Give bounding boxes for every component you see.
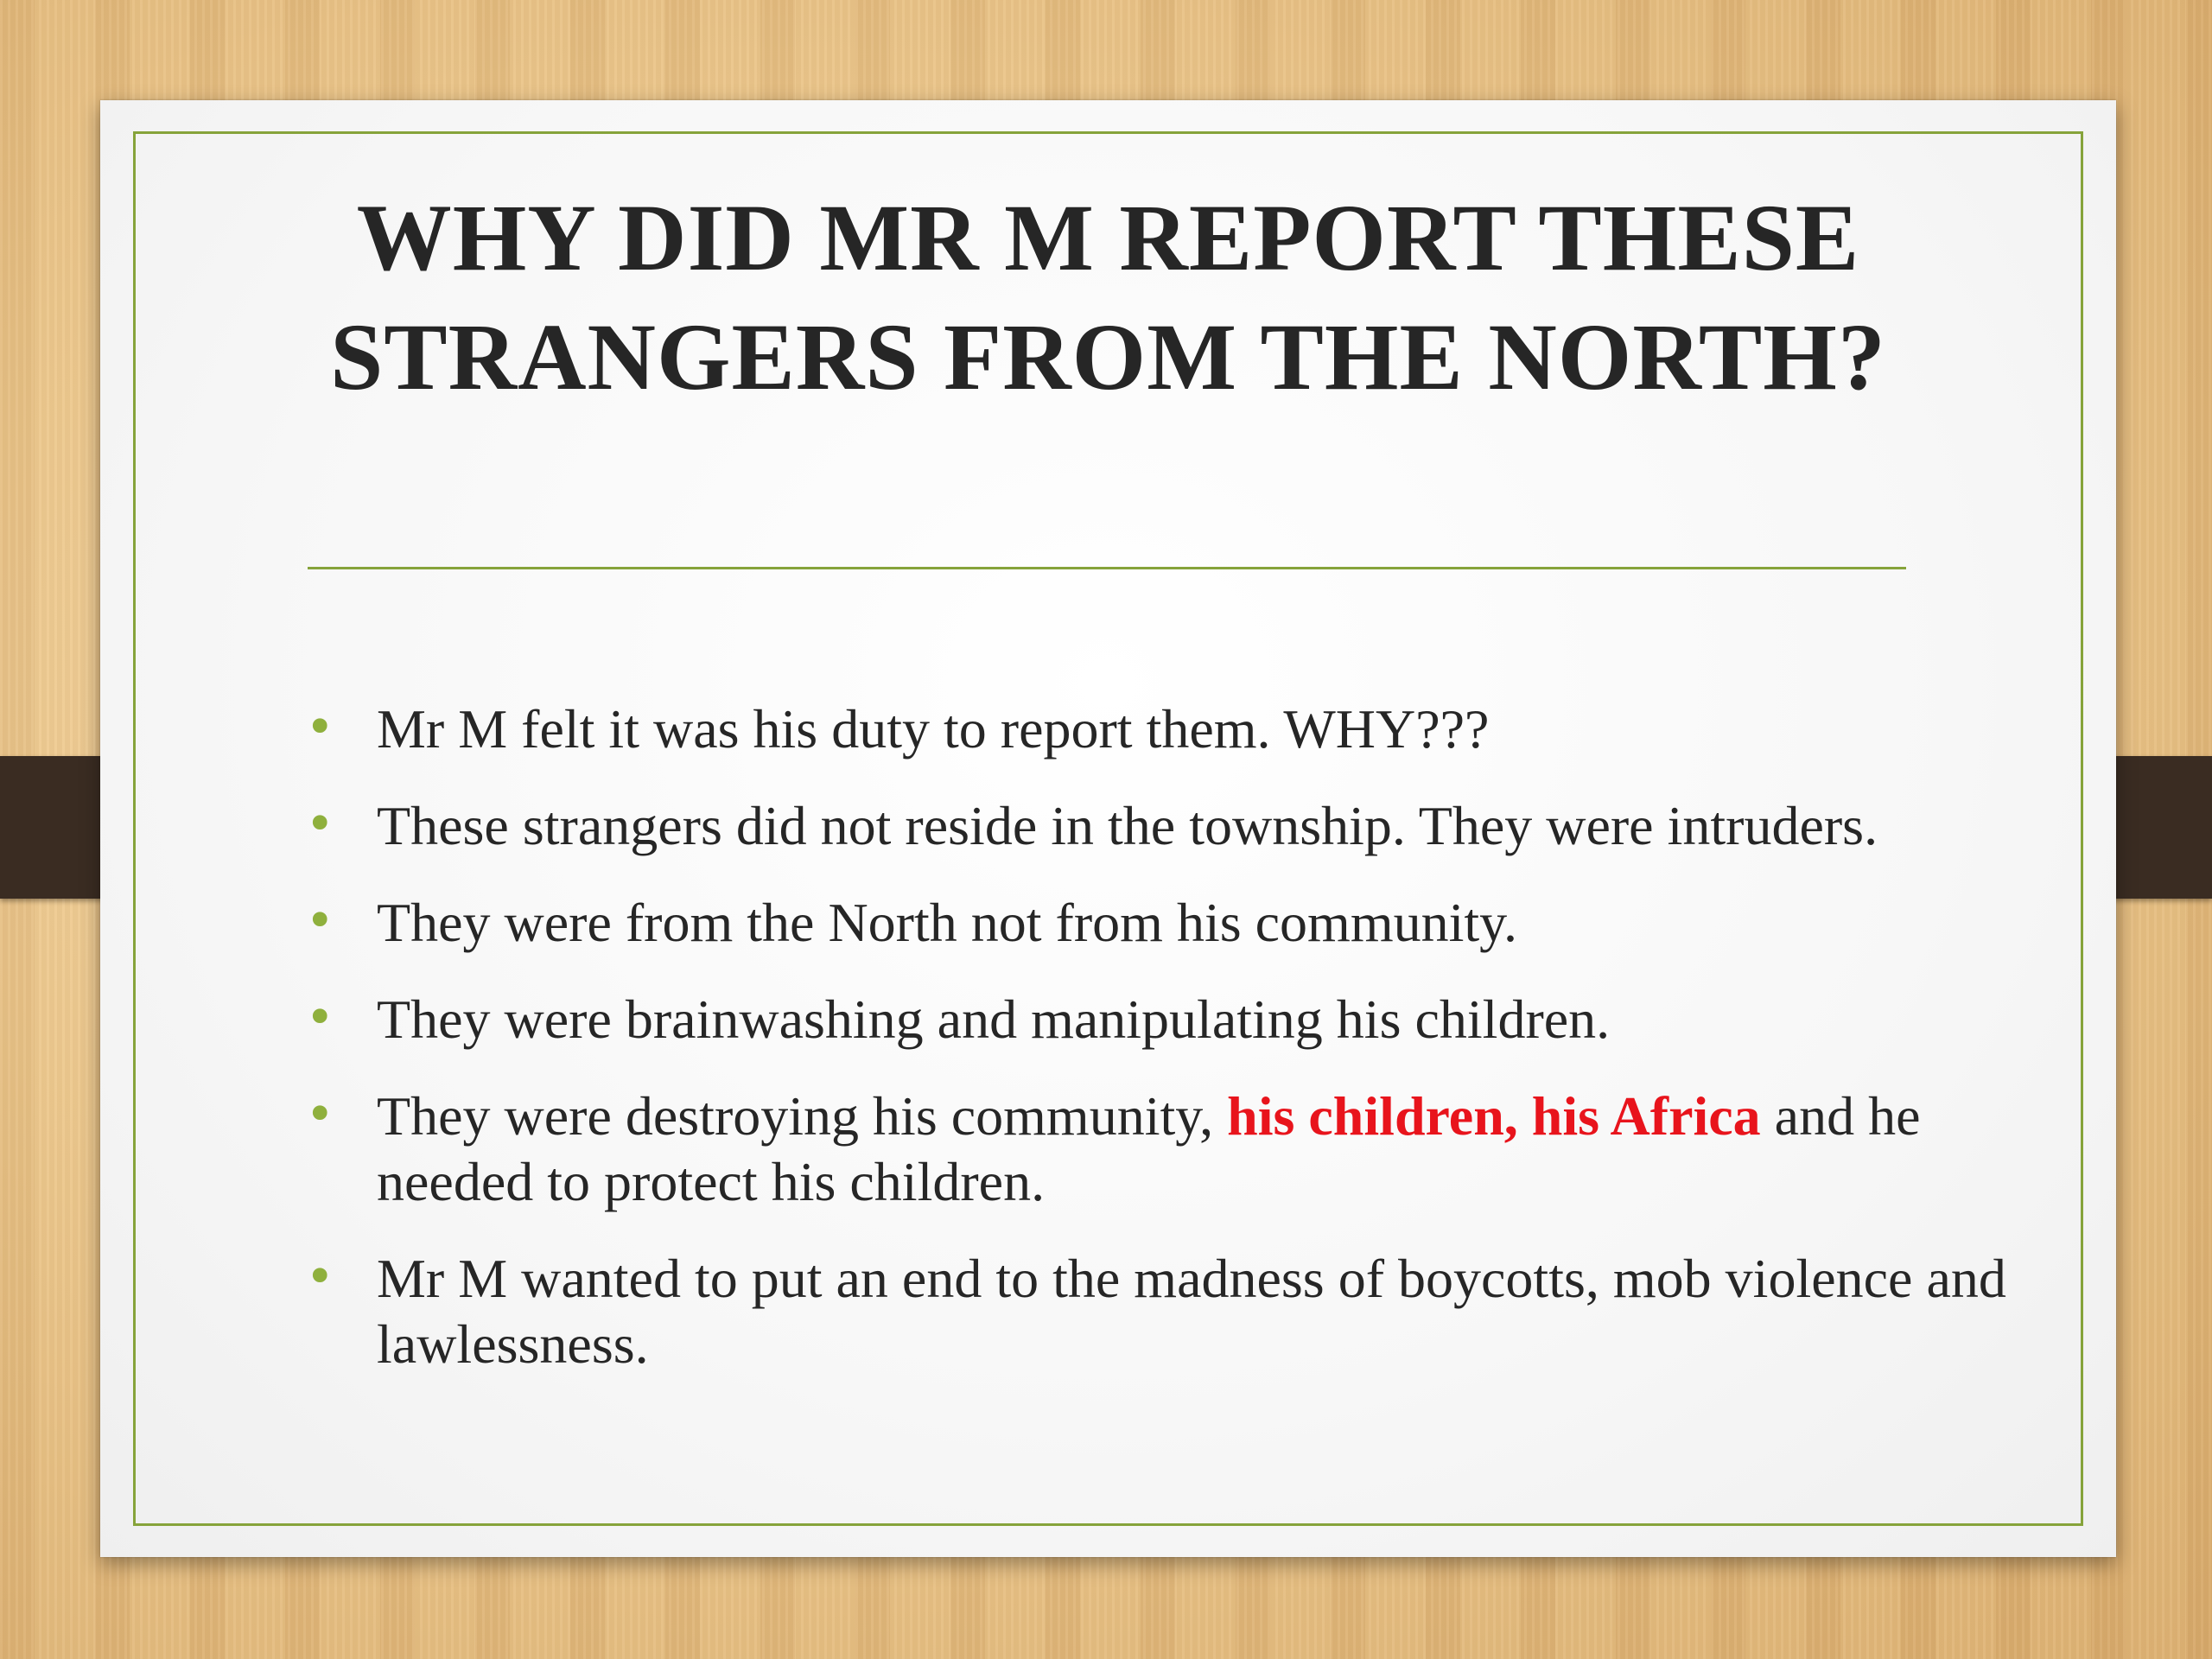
bullet-dot-icon: • (309, 790, 331, 856)
bullet-dot-icon: • (309, 1243, 331, 1309)
bullet-text: These strangers did not reside in the township. They were intruders. (377, 795, 1878, 856)
bullet-text: They were from the North not from his community. (377, 892, 1517, 953)
bullet-dot-icon: • (309, 983, 331, 1050)
bullet-text: Mr M wanted to put an end to the madness of boycotts, mob violence and lawlessness. (377, 1248, 2006, 1375)
bullet-dot-icon: • (309, 887, 331, 953)
slide-title: WHY DID MR M REPORT THESE STRANGERS FROM THE NORTH? (330, 185, 1886, 410)
bullet-dot-icon: • (309, 1080, 331, 1147)
bullet-item (308, 1080, 2027, 1215)
bullet-dot-icon: • (309, 693, 331, 760)
bullet-item (308, 693, 2027, 762)
bullet-item (308, 1243, 2027, 1377)
bullet-list (308, 693, 2027, 1408)
bullet-item (308, 790, 2027, 859)
bullet-text: They were brainwashing and manipulating his children. (377, 988, 1611, 1050)
bullet-text: Mr M felt it was his duty to report them. WHY??? (377, 698, 1490, 760)
bullet-text-end: and he needed to protect his children. (377, 1085, 1921, 1212)
bullet-highlight-text: his children, his Africa (1227, 1085, 1761, 1147)
slide-card (100, 100, 2116, 1557)
bullet-text-start: They were destroying his community, (377, 1085, 1228, 1147)
bullet-item (308, 887, 2027, 956)
title-divider (308, 567, 1906, 569)
bullet-item (308, 983, 2027, 1052)
